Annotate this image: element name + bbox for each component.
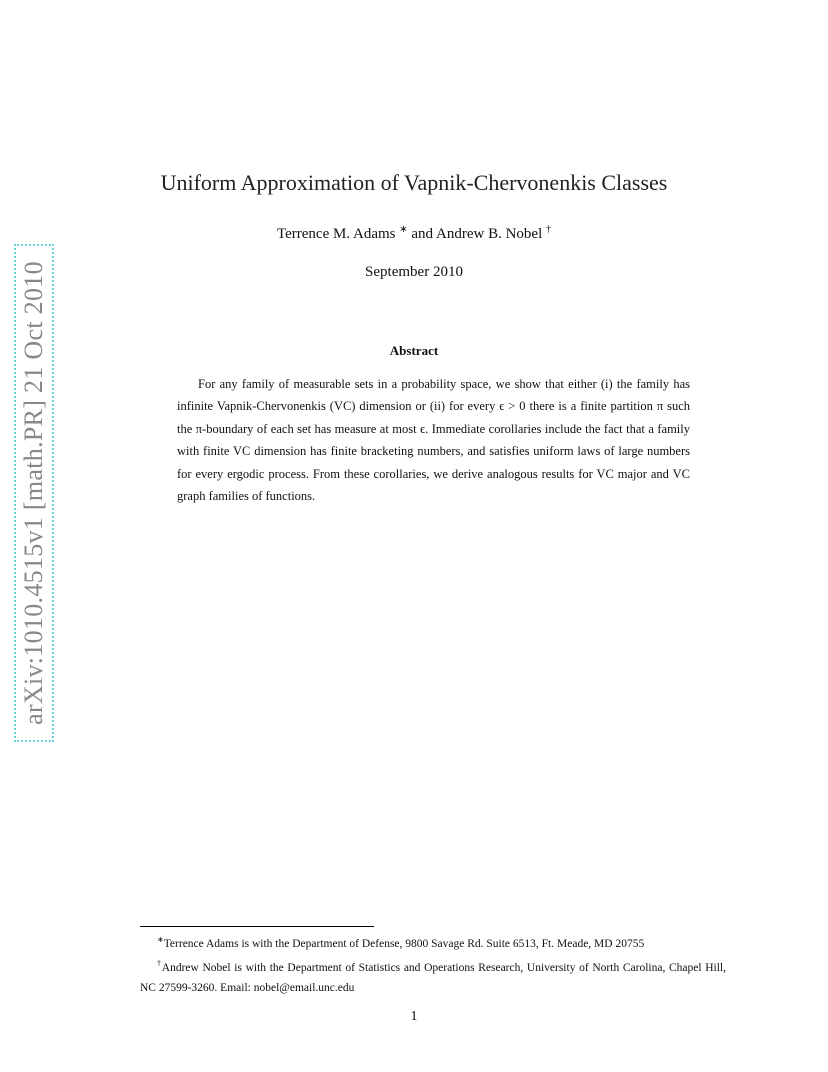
paper-date: September 2010	[365, 264, 463, 280]
footnote-2	[140, 954, 726, 998]
footnote-1-text: Terrence Adams is with the Department of Defense, 9800 Savage Rd. Suite 6513, Ft. Meade, MD 20755	[163, 937, 645, 950]
author-line	[0, 224, 828, 243]
author-first: Terrence M. Adams	[277, 226, 396, 242]
author-first-mark: ∗	[399, 224, 408, 235]
footnote-1-mark: ∗	[157, 935, 164, 944]
paper-title: Uniform Approximation of Vapnik-Chervonenkis Classes	[160, 170, 668, 195]
page-number: 1	[410, 1009, 418, 1024]
author-connector: and	[411, 226, 434, 242]
footnote-1	[140, 930, 726, 954]
footnote-rule	[140, 926, 374, 927]
arxiv-stamp	[14, 244, 54, 742]
arxiv-stamp-text: arXiv:1010.4515v1 [math.PR] 21 Oct 2010	[19, 261, 48, 725]
abstract-text: For any family of measurable sets in a probability space, we show that either (i) the family has infinite Vapnik-Chervonenkis (VC) dimension or (ii) for every ϵ > 0 there is a finite partition π such the π-boundary of each set has measure at most ϵ. Immediate corollaries include the fact that a family with finite VC dimension has finite bracketing numbers, and satisfies uniform laws of large numbers for every ergodic process. From these corollaries, we derive analogous results for VC major and VC graph families of functions.	[177, 377, 690, 504]
author-second-mark: †	[545, 224, 551, 235]
footnotes	[140, 930, 726, 998]
footnote-2-mark: †	[157, 959, 162, 969]
footnote-2-text: Andrew Nobel is with the Department of Statistics and Operations Research, University of North Carolina, Chapel Hill, NC 27599-3260. Email: nobel@email.unc.edu	[140, 962, 727, 994]
author-second: Andrew B. Nobel	[436, 226, 543, 242]
abstract-heading: Abstract	[389, 343, 439, 358]
